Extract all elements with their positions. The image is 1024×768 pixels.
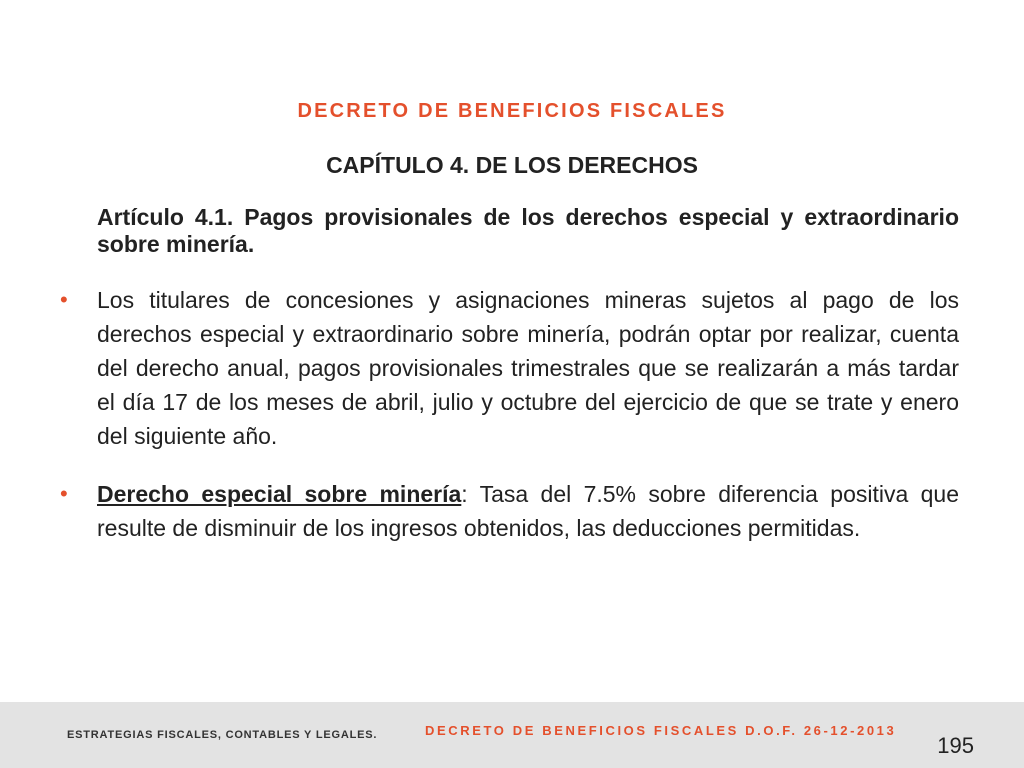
bullet-text: [97, 477, 959, 545]
footer-bar: [0, 702, 1024, 768]
article-heading: Artículo 4.1. Pagos provisionales de los derechos especial y extraordinario sobre minería.: [97, 204, 959, 257]
bullet-marker: •: [60, 481, 68, 506]
chapter-heading: CAPÍTULO 4. DE LOS DERECHOS: [326, 152, 698, 178]
footer-company-name: ESTRATEGIAS FISCALES, CONTABLES Y LEGALES.: [67, 729, 378, 741]
footer-document-title: DECRETO DE BENEFICIOS FISCALES D.O.F. 26-12-2013: [425, 723, 897, 738]
page-number: 195: [937, 733, 974, 758]
bullet-description: : Tasa del 7.5% sobre diferencia positiva que resulte de disminuir de los ingresos obtenidos, las deducciones permitidas.: [97, 481, 959, 541]
bullet-term: Derecho especial sobre minería: [97, 481, 462, 507]
bullet-text: Los titulares de concesiones y asignaciones mineras sujetos al pago de los derechos especial y extraordinario sobre minería, podrán optar por realizar, cuenta del derecho anual, pagos provisionales trimestrales que se realizarán a más tardar el día 17 de los meses de abril, julio y octubre del ejercicio de que se trate y enero del siguiente año.: [97, 287, 959, 449]
slide-header-title: DECRETO DE BENEFICIOS FISCALES: [297, 100, 727, 122]
bullet-marker: •: [60, 287, 68, 312]
